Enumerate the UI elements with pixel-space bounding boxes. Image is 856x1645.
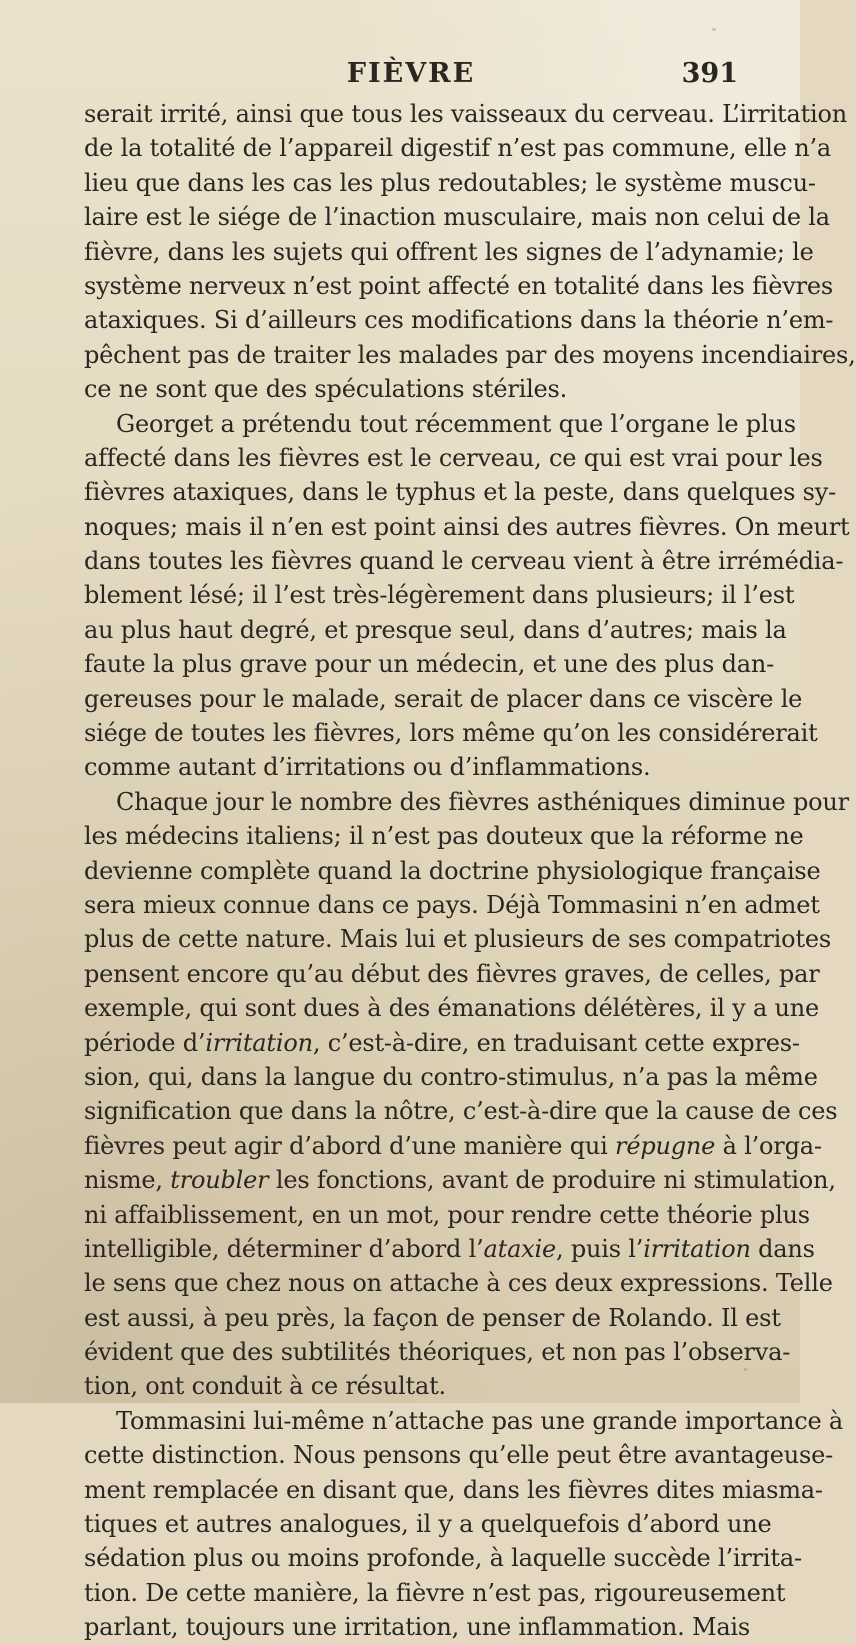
text-line: ment remplacée en disant que, dans les fièvres dites miasma- xyxy=(84,1475,823,1504)
text-line xyxy=(84,1026,800,1060)
text-line: système nerveux n’est point affecté en totalité dans les fièvres xyxy=(84,271,834,300)
text-run: fièvres peut agir d’abord d’une manière qui xyxy=(84,1131,616,1160)
text-run: , puis l’ xyxy=(556,1234,644,1263)
text-line: devienne complète quand la doctrine physiologique française xyxy=(84,856,821,885)
text-line: pêchent pas de traiter les malades par des moyens incendiaires, xyxy=(84,340,856,369)
italic-term: irritation xyxy=(205,1028,313,1057)
text-line: siége de toutes les fièvres, lors même qu’on les considérerait xyxy=(84,719,818,748)
text-run: à l’orga- xyxy=(715,1131,822,1160)
text-line: faute la plus grave pour un médecin, et une des plus dan- xyxy=(84,650,775,679)
text-run: période d’ xyxy=(84,1028,206,1057)
running-title: FIÈVRE xyxy=(346,58,476,89)
text-line: cette distinction. Nous pensons qu’elle peut être avantageuse- xyxy=(84,1441,833,1470)
text-run: nisme, xyxy=(84,1166,171,1195)
text-line: évident que des subtilités théoriques, et non pas l’observa- xyxy=(84,1338,791,1367)
text-line: parlant, toujours une irritation, une inflammation. Mais xyxy=(84,1613,751,1642)
text-line: au plus haut degré, et presque seul, dans d’autres; mais la xyxy=(84,615,787,644)
paper-spot xyxy=(712,28,716,31)
text-line: lieu que dans les cas les plus redoutables; le système muscu- xyxy=(84,168,816,197)
text-line: Chaque jour le nombre des fièvres asthéniques diminue pour xyxy=(116,787,849,816)
text-run: , c’est-à-dire, en traduisant cette expres- xyxy=(312,1028,800,1057)
text-line: ni affaiblissement, en un mot, pour rendre cette théorie plus xyxy=(84,1200,810,1229)
text-line: exemple, qui sont dues à des émanations délétères, il y a une xyxy=(84,994,820,1023)
text-run: dans xyxy=(750,1234,815,1263)
text-line: pensent encore qu’au début des fièvres graves, de celles, par xyxy=(84,959,820,988)
text-line xyxy=(84,1129,822,1163)
text-line: Georget a prétendu tout récemment que l’organe le plus xyxy=(116,409,796,438)
text-line: plus de cette nature. Mais lui et plusieurs de ses compatriotes xyxy=(84,925,831,954)
text-run: les fonctions, avant de produire ni stimulation, xyxy=(268,1166,836,1195)
text-line: fièvre, dans les sujets qui offrent les signes de l’adynamie; le xyxy=(84,237,814,266)
text-line: le sens que chez nous on attache à ces deux expressions. Telle xyxy=(84,1269,833,1298)
text-line: comme autant d’irritations ou d’inflammations. xyxy=(84,753,651,782)
text-line: tion. De cette manière, la fièvre n’est pas, rigoureusement xyxy=(84,1578,786,1607)
text-line xyxy=(84,1232,815,1266)
text-line: fièvres ataxiques, dans le typhus et la peste, dans quelques sy- xyxy=(84,478,837,507)
text-line: Tommasini lui-même n’attache pas une grande importance à xyxy=(116,1406,844,1435)
text-line: les médecins italiens; il n’est pas douteux que la réforme ne xyxy=(84,822,804,851)
page-number: 391 xyxy=(681,58,738,89)
paper-spot xyxy=(240,1378,242,1382)
text-line: laire est le siége de l’inaction musculaire, mais non celui de la xyxy=(84,203,830,232)
text-line xyxy=(84,1163,836,1197)
text-line: tiques et autres analogues, il y a quelquefois d’abord une xyxy=(84,1510,772,1539)
italic-term: ataxie xyxy=(483,1234,556,1263)
running-head xyxy=(84,58,738,98)
text-line: serait irrité, ainsi que tous les vaisseaux du cerveau. L’irritation xyxy=(84,100,848,128)
text-line: est aussi, à peu près, la façon de penser de Rolando. Il est xyxy=(84,1303,781,1332)
text-line: signification que dans la nôtre, c’est-à-dire que la cause de ces xyxy=(84,1097,838,1126)
text-line: ce ne sont que des spéculations stériles. xyxy=(84,375,568,404)
text-line: tion, ont conduit à ce résultat. xyxy=(84,1372,446,1401)
text-line: blement lésé; il l’est très-légèrement dans plusieurs; il l’est xyxy=(84,581,795,610)
text-line: dans toutes les fièvres quand le cerveau vient à être irrémédia- xyxy=(84,547,844,576)
text-line: gereuses pour le malade, serait de placer dans ce viscère le xyxy=(84,684,803,713)
text-line: affecté dans les fièvres est le cerveau, ce qui est vrai pour les xyxy=(84,443,823,472)
text-line: sion, qui, dans la langue du contro-stimulus, n’a pas la même xyxy=(84,1062,818,1091)
text-run: intelligible, déterminer d’abord l’ xyxy=(84,1234,484,1263)
italic-term: irritation xyxy=(643,1234,751,1263)
italic-term: répugne xyxy=(615,1131,716,1160)
text-line: sédation plus ou moins profonde, à laquelle succède l’irrita- xyxy=(84,1544,802,1573)
text-line: de la totalité de l’appareil digestif n’est pas commune, elle n’a xyxy=(84,134,831,163)
text-line: ataxiques. Si d’ailleurs ces modifications dans la théorie n’em- xyxy=(84,306,834,335)
paper-spot xyxy=(744,1368,747,1371)
body-text xyxy=(84,97,856,1645)
text-line: sera mieux connue dans ce pays. Déjà Tommasini n’en admet xyxy=(84,890,820,919)
text-line: noques; mais il n’en est point ainsi des autres fièvres. On meurt xyxy=(84,512,850,541)
italic-term: troubler xyxy=(170,1166,269,1195)
